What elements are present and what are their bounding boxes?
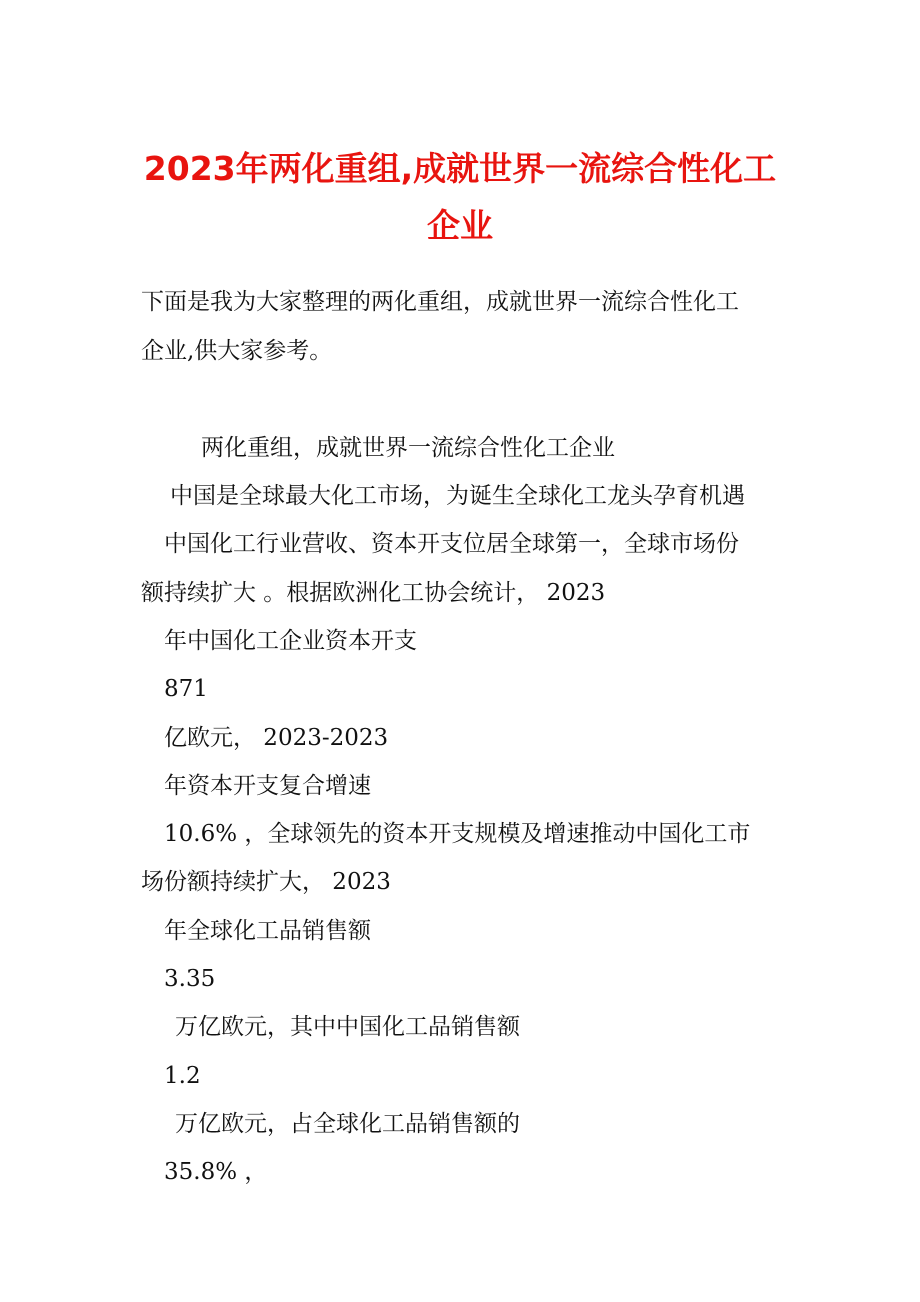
body-line: 10.6% ，全球领先的资本开支规模及增速推动中国化工市 (164, 821, 751, 847)
body-line: 亿欧元， 2023-2023 (164, 725, 389, 751)
body-line: 万亿欧元，占全球化工品销售额的 (175, 1111, 520, 1137)
body-line: 年全球化工品销售额 (164, 918, 371, 944)
body-line: 年资本开支复合增速 (164, 773, 371, 799)
body-line: 年中国化工企业资本开支 (164, 628, 417, 654)
intro-paragraph-line-1: 下面是我为大家整理的两化重组，成就世界一流综合性化工 (141, 289, 739, 315)
body-line: 35.8% ， (164, 1159, 268, 1185)
body-line: 3.35 (164, 966, 216, 992)
body-line: 场份额持续扩大， 2023 (141, 869, 391, 895)
document-title-line-2: 企业 (427, 206, 493, 245)
body-line: 1.2 (164, 1063, 201, 1089)
body-line: 万亿欧元，其中中国化工品销售额 (175, 1014, 520, 1040)
section-heading: 两化重组，成就世界一流综合性化工企业 (201, 435, 615, 461)
body-line: 中国化工行业营收、资本开支位居全球第一，全球市场份 (164, 531, 739, 557)
document-title-line-1: 2023年两化重组,成就世界一流综合性化工 (143, 149, 777, 188)
intro-paragraph-line-2: 企业,供大家参考。 (141, 338, 333, 364)
body-line: 额持续扩大 。根据欧洲化工协会统计， 2023 (141, 580, 606, 606)
body-line: 871 (164, 676, 208, 702)
body-line: 中国是全球最大化工市场，为诞生全球化工龙头孕育机遇 (170, 483, 745, 509)
